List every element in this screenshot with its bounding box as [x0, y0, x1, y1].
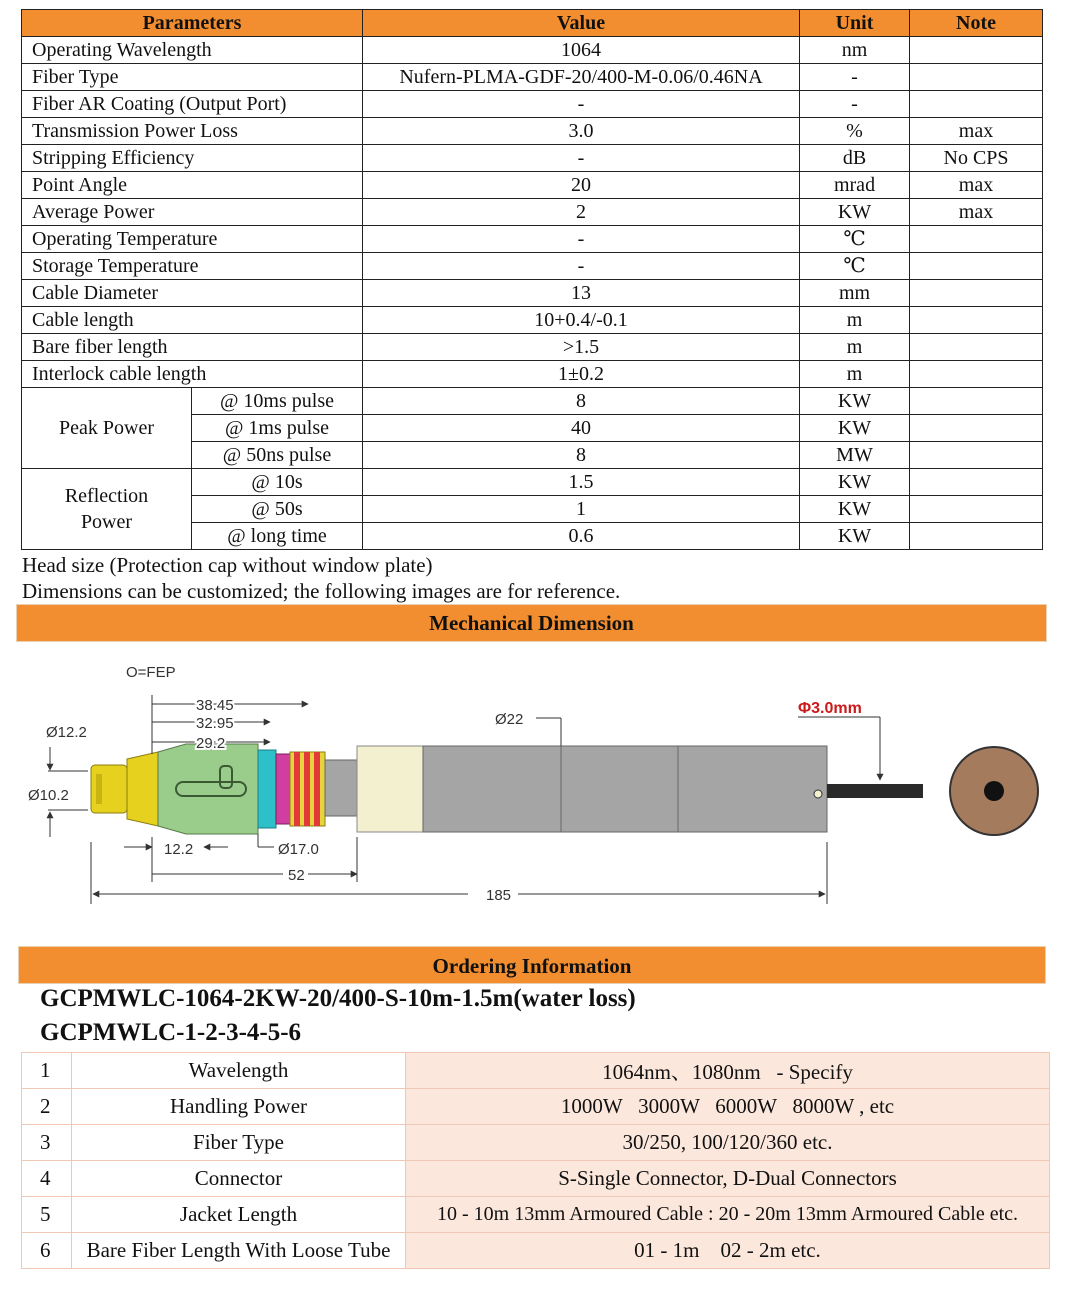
table-row	[22, 1125, 1050, 1161]
param-unit: KW	[800, 523, 910, 550]
dim-29-2: 29.2	[196, 735, 226, 752]
param-note	[910, 496, 1043, 523]
custom-dimensions-note: Dimensions can be customized; the following images are for reference.	[22, 579, 621, 603]
param-value: 2	[363, 199, 800, 226]
condition: @ 50ns pulse	[192, 442, 363, 469]
table-row	[22, 172, 1043, 199]
param-note	[910, 37, 1043, 64]
dim-d12-2: Ø12.2	[46, 724, 87, 741]
param-value: Nufern-PLMA-GDF-20/400-M-0.06/0.46NA	[363, 64, 800, 91]
dim-d3	[798, 700, 862, 717]
dim-d17: Ø17.0	[278, 841, 319, 858]
param-name: Fiber AR Coating (Output Port)	[22, 91, 363, 118]
condition: @ 1ms pulse	[192, 415, 363, 442]
header-note: Note	[910, 10, 1043, 37]
order-value: 30/250, 100/120/360 etc.	[406, 1125, 1050, 1161]
dim-185: 185	[486, 887, 512, 904]
table-row	[22, 37, 1043, 64]
param-name: Transmission Power Loss	[22, 118, 363, 145]
table-row	[22, 280, 1043, 307]
cable	[827, 784, 923, 798]
dim-d22: Ø22	[495, 711, 524, 728]
param-note	[910, 415, 1043, 442]
param-value: 1±0.2	[363, 361, 800, 388]
mechanical-dimension-header	[16, 604, 1047, 642]
reflection-label-line2: Power	[80, 511, 133, 533]
param-note	[910, 226, 1043, 253]
param-note	[910, 361, 1043, 388]
reflection-power-label	[22, 469, 192, 550]
order-name: Handling Power	[72, 1089, 406, 1125]
order-value: 01 - 1m 02 - 2m etc.	[406, 1233, 1050, 1269]
param-value: 3.0	[363, 118, 800, 145]
condition: @ 10ms pulse	[192, 388, 363, 415]
param-note	[910, 334, 1043, 361]
order-name: Jacket Length	[72, 1197, 406, 1233]
param-value: 10+0.4/-0.1	[363, 307, 800, 334]
param-note: max	[910, 199, 1043, 226]
dim-12-2: 12.2	[164, 841, 194, 858]
header-unit: Unit	[800, 10, 910, 37]
model-example: GCPMWLC-1064-2KW-20/400-S-10m-1.5m(water loss)	[40, 985, 636, 1012]
table-row	[22, 1089, 1050, 1125]
order-name: Fiber Type	[72, 1125, 406, 1161]
table-row	[22, 226, 1043, 253]
param-unit: mrad	[800, 172, 910, 199]
peak-power-label: Peak Power	[22, 388, 192, 469]
table-row	[22, 199, 1043, 226]
neck	[325, 760, 357, 816]
order-num: 1	[22, 1053, 72, 1089]
param-note	[910, 64, 1043, 91]
param-value: 1	[363, 496, 800, 523]
tip-slot	[96, 774, 102, 804]
param-name: Fiber Type	[22, 64, 363, 91]
reflection-label-line1: Reflection	[64, 485, 149, 507]
table-row	[22, 1197, 1050, 1233]
param-note: max	[910, 118, 1043, 145]
param-unit: KW	[800, 496, 910, 523]
table-row	[22, 145, 1043, 172]
tube-screw	[814, 790, 822, 798]
table-row	[22, 361, 1043, 388]
parameters-header-row	[22, 10, 1043, 37]
header-parameters: Parameters	[22, 10, 363, 37]
param-note: max	[910, 172, 1043, 199]
param-note	[910, 523, 1043, 550]
red-ring	[294, 752, 300, 826]
order-num: 3	[22, 1125, 72, 1161]
order-num: 2	[22, 1089, 72, 1125]
model-pattern: GCPMWLC-1-2-3-4-5-6	[40, 1019, 302, 1046]
param-unit: KW	[800, 199, 910, 226]
param-name: Point Angle	[22, 172, 363, 199]
param-unit: -	[800, 91, 910, 118]
red-ring	[314, 752, 320, 826]
magenta-ring	[276, 754, 290, 824]
param-value: -	[363, 145, 800, 172]
param-value: >1.5	[363, 334, 800, 361]
param-note	[910, 280, 1043, 307]
param-unit: dB	[800, 145, 910, 172]
ordering-info-header	[18, 946, 1046, 984]
order-value: 10 - 10m 13mm Armoured Cable : 20 - 20m 13mm Armoured Cable etc.	[406, 1197, 1050, 1233]
param-name: Interlock cable length	[22, 361, 363, 388]
param-value: 8	[363, 388, 800, 415]
param-value: 1064	[363, 37, 800, 64]
param-value: 0.6	[363, 523, 800, 550]
param-note	[910, 253, 1043, 280]
order-name: Connector	[72, 1161, 406, 1197]
parameters-table	[21, 9, 1043, 550]
fiber-core	[984, 781, 1004, 801]
dim-52: 52	[288, 867, 305, 884]
param-value: 13	[363, 280, 800, 307]
param-unit: KW	[800, 415, 910, 442]
param-unit: ℃	[800, 226, 910, 253]
mechanical-drawing	[18, 642, 1046, 942]
param-note	[910, 442, 1043, 469]
param-unit: KW	[800, 469, 910, 496]
param-name: Bare fiber length	[22, 334, 363, 361]
param-value: 1.5	[363, 469, 800, 496]
table-row	[22, 1053, 1050, 1089]
ordering-info-title: Ordering Information	[432, 954, 632, 978]
param-note	[910, 469, 1043, 496]
order-value: 1064nm、1080nm - Specify	[406, 1053, 1050, 1089]
condition: @ 50s	[192, 496, 363, 523]
table-row	[22, 334, 1043, 361]
header-value: Value	[363, 10, 800, 37]
param-name: Operating Wavelength	[22, 37, 363, 64]
param-value: 8	[363, 442, 800, 469]
param-unit: nm	[800, 37, 910, 64]
table-row	[22, 64, 1043, 91]
param-unit: mm	[800, 280, 910, 307]
connector-collar	[127, 752, 158, 826]
order-num: 6	[22, 1233, 72, 1269]
table-row	[22, 307, 1043, 334]
table-row	[22, 1161, 1050, 1197]
table-row	[22, 91, 1043, 118]
red-ring	[304, 752, 310, 826]
dim-d3-text: Φ3.0mm	[798, 700, 862, 717]
param-value: -	[363, 91, 800, 118]
param-unit: MW	[800, 442, 910, 469]
param-name: Cable Diameter	[22, 280, 363, 307]
dim-32-95: 32.95	[196, 715, 234, 732]
table-row	[22, 388, 1043, 415]
mechanical-dimension-title: Mechanical Dimension	[429, 611, 634, 635]
table-row	[22, 1233, 1050, 1269]
param-name: Storage Temperature	[22, 253, 363, 280]
param-value: -	[363, 253, 800, 280]
param-name: Stripping Efficiency	[22, 145, 363, 172]
order-num: 5	[22, 1197, 72, 1233]
param-note: No CPS	[910, 145, 1043, 172]
param-value: 40	[363, 415, 800, 442]
param-unit: m	[800, 361, 910, 388]
connector-body	[158, 744, 258, 834]
param-unit: -	[800, 64, 910, 91]
condition: @ long time	[192, 523, 363, 550]
table-row	[22, 469, 1043, 496]
dim-d10-2: Ø10.2	[28, 787, 69, 804]
main-tube	[423, 746, 827, 832]
condition: @ 10s	[192, 469, 363, 496]
param-unit: ℃	[800, 253, 910, 280]
param-value: 20	[363, 172, 800, 199]
param-note	[910, 388, 1043, 415]
param-note	[910, 307, 1043, 334]
head-size-note: Head size (Protection cap without window plate)	[22, 553, 433, 577]
cyan-ring	[258, 750, 276, 828]
param-value: -	[363, 226, 800, 253]
param-name: Cable length	[22, 307, 363, 334]
ordering-table	[21, 1052, 1050, 1269]
order-value: 1000W 3000W 6000W 8000W , etc	[406, 1089, 1050, 1125]
param-name: Operating Temperature	[22, 226, 363, 253]
param-name: Average Power	[22, 199, 363, 226]
param-note	[910, 91, 1043, 118]
table-row	[22, 253, 1043, 280]
order-value: S-Single Connector, D-Dual Connectors	[406, 1161, 1050, 1197]
order-num: 4	[22, 1161, 72, 1197]
param-unit: KW	[800, 388, 910, 415]
order-name: Wavelength	[72, 1053, 406, 1089]
param-unit: m	[800, 334, 910, 361]
ivory-collar	[357, 746, 423, 832]
dim-38-45: 38.45	[196, 697, 234, 714]
param-unit: m	[800, 307, 910, 334]
param-unit: %	[800, 118, 910, 145]
fep-label: O=FEP	[126, 664, 176, 681]
order-name: Bare Fiber Length With Loose Tube	[72, 1233, 406, 1269]
table-row	[22, 118, 1043, 145]
